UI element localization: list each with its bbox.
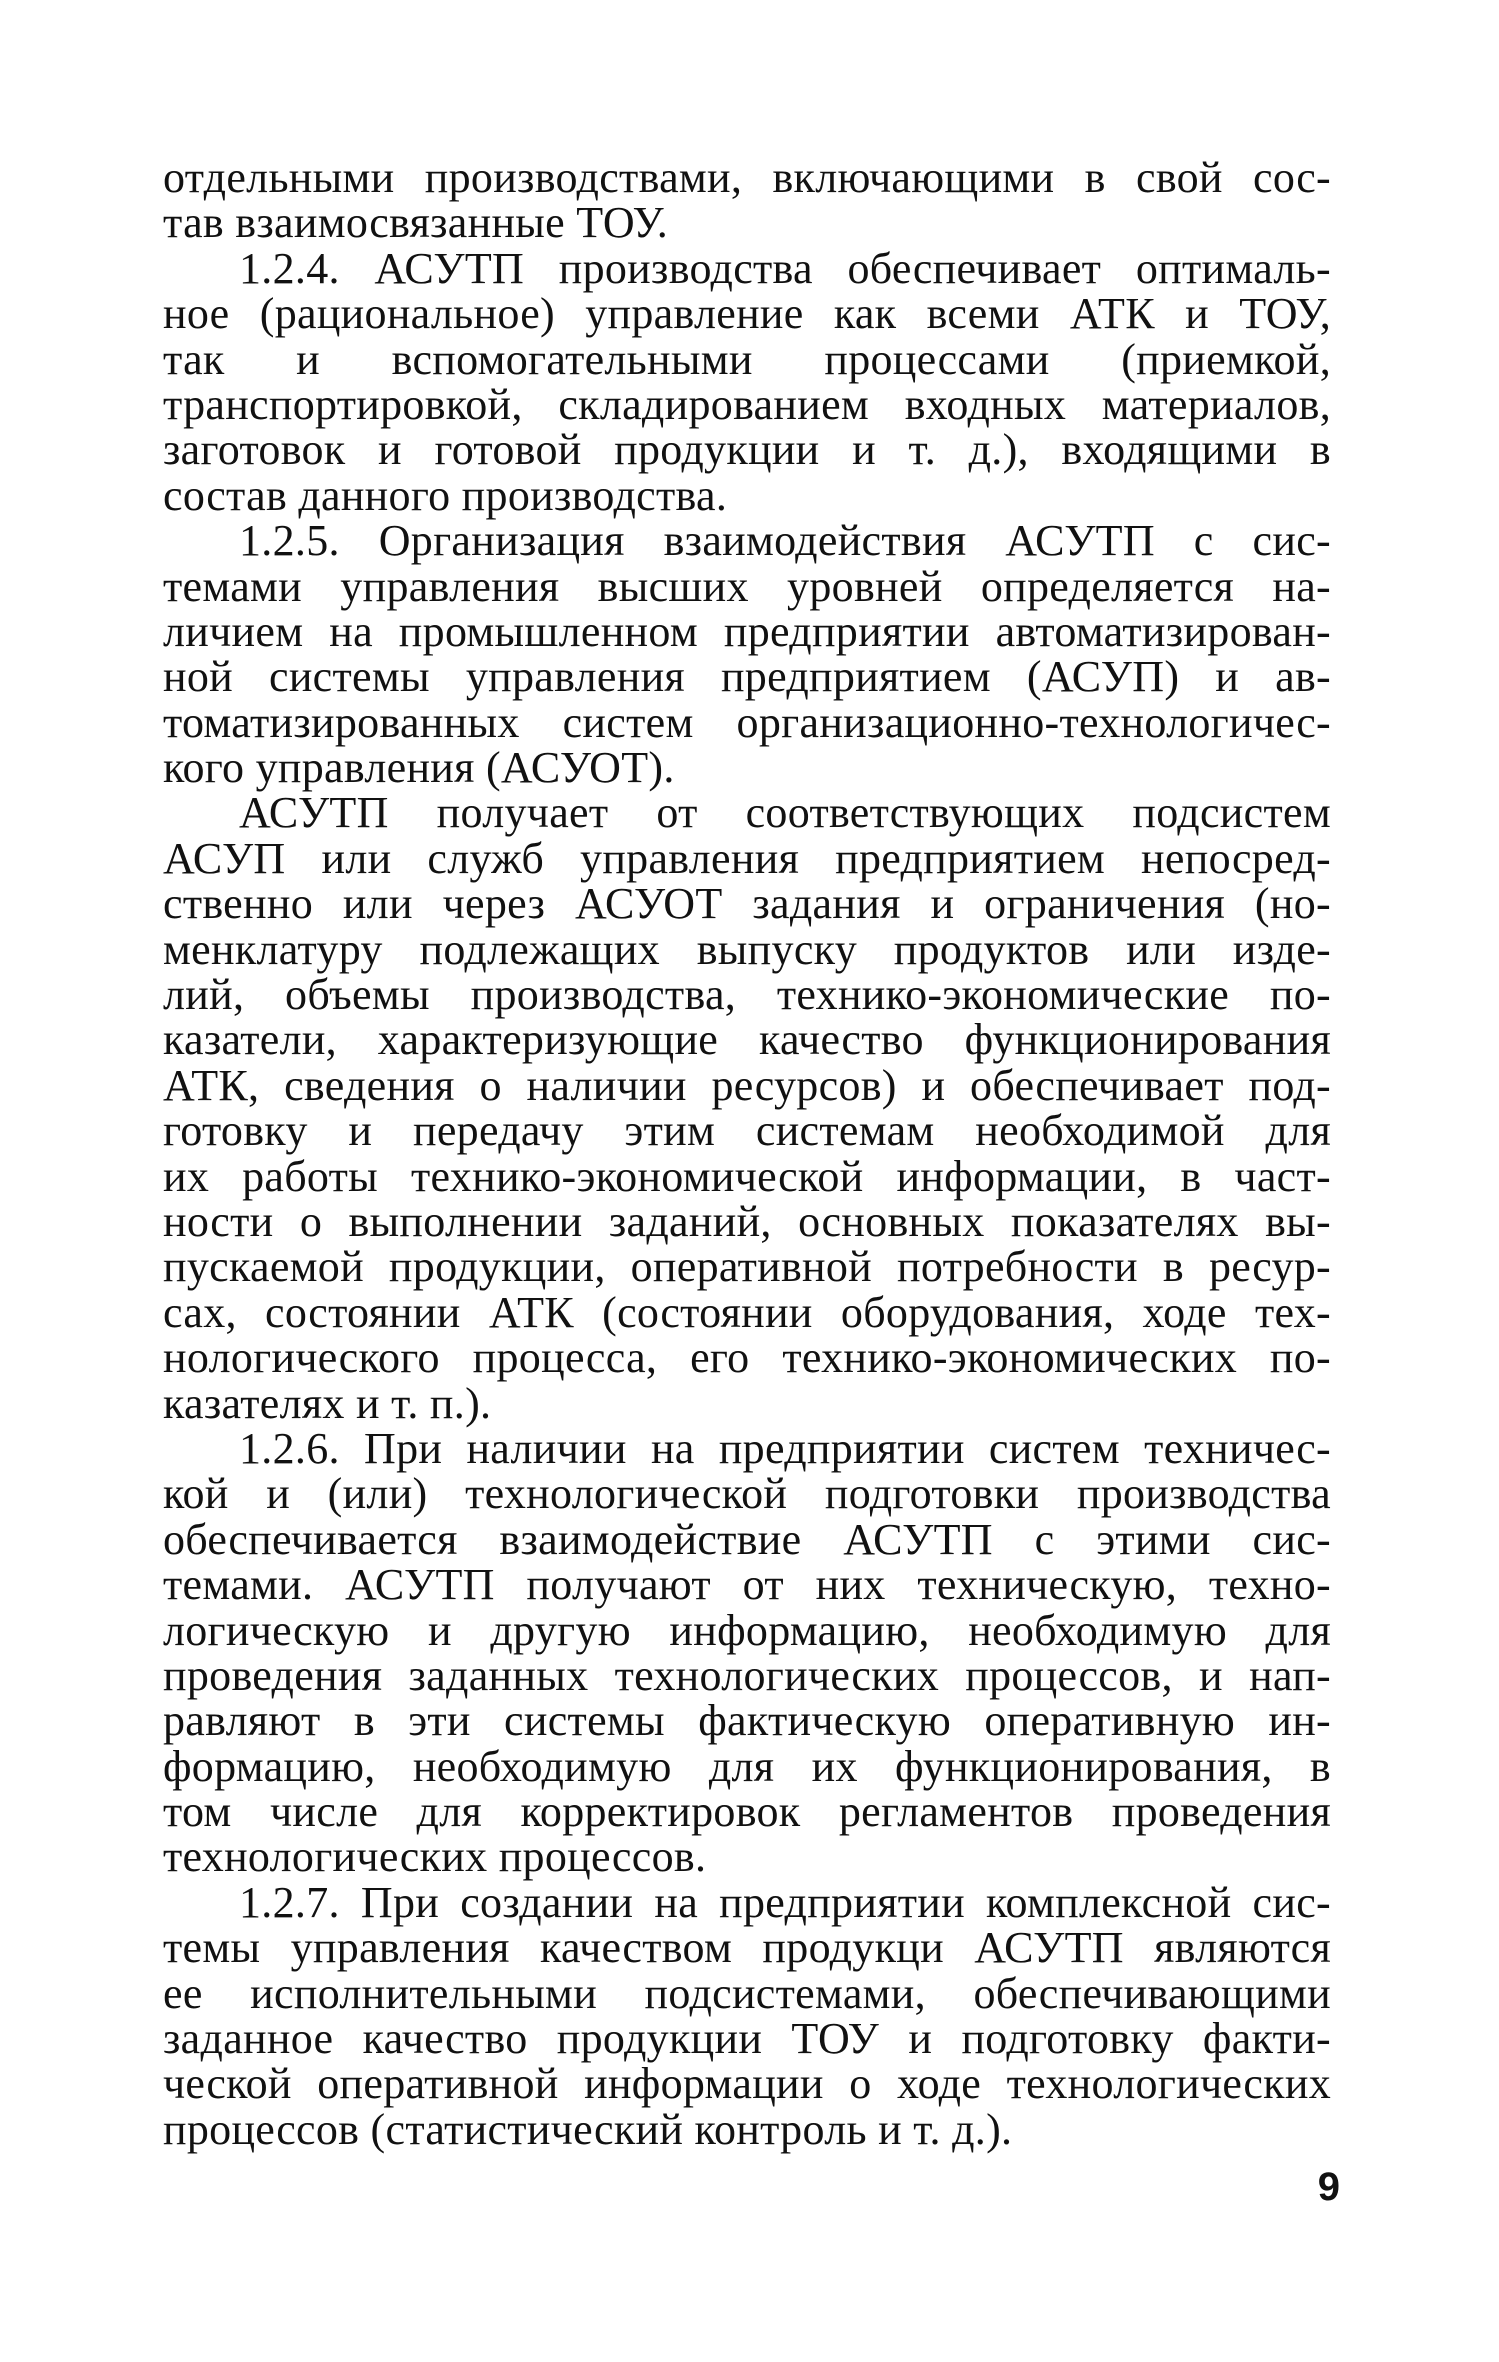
text-line: отдельными производствами, включающими в свой сос- — [163, 153, 1331, 202]
text-line: тав взаимосвязанные ТОУ. — [163, 198, 669, 248]
text-line: кой и (или) технологической подготовки производства — [163, 1469, 1331, 1519]
text-line: АТК, сведения о наличии ресурсов) и обеспечивает под- — [163, 1060, 1331, 1110]
text-line: так и вспомогательными процессами (приемкой, — [163, 334, 1331, 384]
text-line: казателях и т. п.). — [163, 1378, 492, 1428]
text-line: логическую и другую информацию, необходимую для — [163, 1605, 1331, 1655]
text-line: темами. АСУТП получают от них техническую, техно- — [163, 1560, 1331, 1610]
text-line: нологического процесса, его технико-экономических по- — [163, 1333, 1331, 1383]
text-line: заготовок и готовой продукции и т. д.), входящими в — [163, 425, 1331, 475]
text-line: готовку и передачу этим системам необходимой для — [163, 1106, 1331, 1156]
text-line: их работы технико-экономической информации, в част- — [163, 1151, 1331, 1201]
text-line: менклатуру подлежащих выпуску продуктов или изде- — [163, 924, 1331, 974]
text-line: АСУП или служб управления предприятием непосред- — [163, 833, 1331, 883]
text-line: проведения заданных технологических процессов, и нап- — [163, 1650, 1331, 1700]
text-line: равляют в эти системы фактическую оперативную ин- — [163, 1696, 1331, 1746]
text-line: обеспечивается взаимодействие АСУТП с этими сис- — [163, 1514, 1331, 1564]
text-line: ческой оперативной информации о ходе технологических — [163, 2059, 1331, 2109]
text-line: темами управления высших уровней определяется на- — [163, 561, 1331, 611]
text-line: темы управления качеством продукци АСУТП являются — [163, 1923, 1331, 1973]
text-line: пускаемой продукции, оперативной потребности в ресур- — [163, 1242, 1331, 1292]
paragraph-start-line: АСУТП получает от соответствующих подсистем — [239, 788, 1331, 838]
text-line: ности о выполнении заданий, основных показателях вы- — [163, 1196, 1331, 1246]
text-line: том числе для корректировок регламентов проведения — [163, 1787, 1331, 1837]
body-text — [163, 155, 1331, 2152]
text-line: ное (рациональное) управление как всеми АТК и ТОУ, — [163, 289, 1331, 339]
section-1-2-6-heading-line: 1.2.6. При наличии на предприятии систем техничес- — [239, 1423, 1331, 1473]
text-line: сах, состоянии АТК (состоянии оборудования, ходе тех- — [163, 1287, 1331, 1337]
text-line: технологических процессов. — [163, 1832, 707, 1882]
text-line: состав данного производства. — [163, 470, 728, 520]
text-line: транспортировкой, складированием входных материалов, — [163, 379, 1331, 429]
section-1-2-4-heading-line: 1.2.4. АСУТП производства обеспечивает оптималь- — [239, 243, 1331, 293]
text-line: кого управления (АСУОТ). — [163, 743, 675, 793]
text-line: процессов (статистический контроль и т. д.). — [163, 2104, 1013, 2154]
page-number: 9 — [1317, 2165, 1340, 2209]
text-line: томатизированных систем организационно-технологичес- — [163, 697, 1331, 747]
text-line: заданное качество продукции ТОУ и подготовку факти- — [163, 2014, 1331, 2064]
section-1-2-5-heading-line: 1.2.5. Организация взаимодействия АСУТП с сис- — [239, 516, 1331, 566]
text-line: ной системы управления предприятием (АСУП) и ав- — [163, 652, 1331, 702]
text-line: лий, объемы производства, технико-экономические по- — [163, 970, 1331, 1020]
text-line: личием на промышленном предприятии автоматизирован- — [163, 606, 1331, 656]
text-line: ее исполнительными подсистемами, обеспечивающими — [163, 1968, 1331, 2018]
section-1-2-7-heading-line: 1.2.7. При создании на предприятии комплексной сис- — [239, 1877, 1331, 1927]
text-line: формацию, необходимую для их функционирования, в — [163, 1741, 1331, 1791]
text-line: ственно или через АСУОТ задания и ограничения (но- — [163, 879, 1331, 929]
text-line: казатели, характеризующие качество функционирования — [163, 1015, 1331, 1065]
